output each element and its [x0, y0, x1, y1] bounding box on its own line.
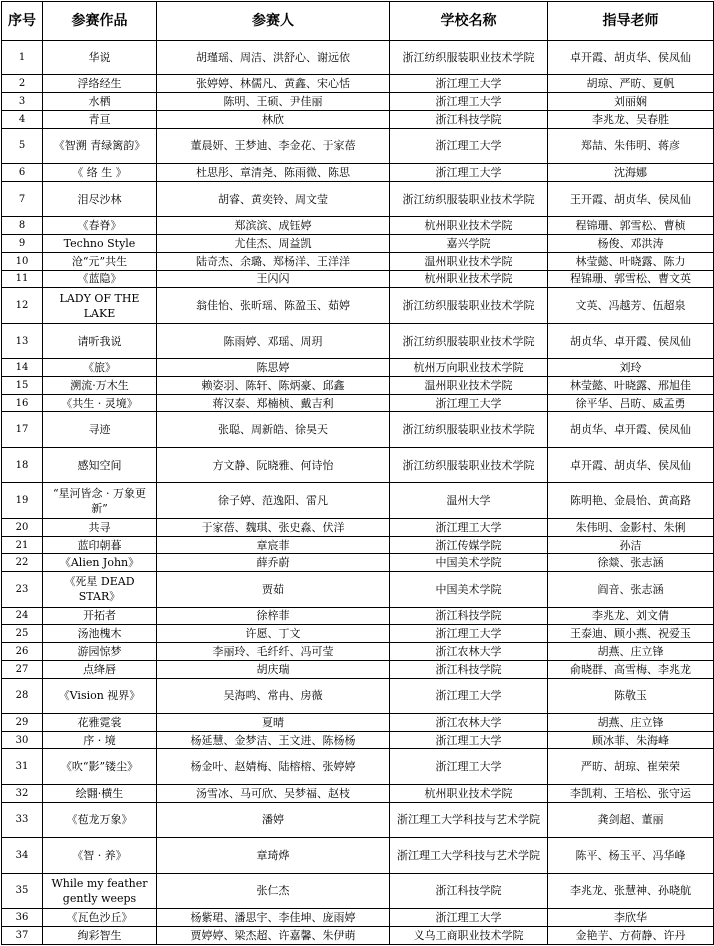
table-cell-participants: 胡庆瑞 [157, 660, 390, 678]
table-cell-participants: 杨延慧、金梦洁、王文进、陈杨杨 [157, 731, 390, 749]
table-cell-school: 浙江理工大学 [390, 678, 548, 713]
table-cell-index: 36 [2, 909, 43, 927]
table-cell-work: 绚彩智生 [43, 926, 157, 944]
table-cell-school: 浙江纺织服装职业技术学院 [390, 288, 548, 323]
table-cell-work: 溯流·万木生 [43, 376, 157, 394]
table-row [2, 181, 714, 216]
table-row [2, 483, 714, 518]
table-cell-index: 31 [2, 749, 43, 784]
table-cell-advisors: 严昉、胡琼、崔荣荣 [548, 749, 714, 784]
table-cell-school: 浙江理工大学科技与艺术学院 [390, 802, 548, 837]
table-row [2, 359, 714, 377]
table-cell-index: 37 [2, 926, 43, 944]
table-cell-index: 11 [2, 270, 43, 288]
table-cell-school: 浙江理工大学 [390, 128, 548, 163]
table-row [2, 128, 714, 163]
table-cell-work: 《旅》 [43, 359, 157, 377]
table-cell-advisors: 李兆龙、吴春胜 [548, 110, 714, 128]
table-row [2, 660, 714, 678]
table-cell-index: 4 [2, 110, 43, 128]
table-cell-index: 24 [2, 607, 43, 625]
table-cell-school: 浙江理工大学 [390, 394, 548, 412]
table-cell-advisors: 胡贞华、卓开霞、侯凤仙 [548, 412, 714, 447]
table-cell-school: 杭州职业技术学院 [390, 217, 548, 235]
table-row [2, 412, 714, 447]
table-cell-participants: 胡睿、黄奕铃、周文莹 [157, 181, 390, 216]
table-cell-school: 浙江纺织服装职业技术学院 [390, 41, 548, 75]
table-cell-work: While my feather gently weeps [43, 873, 157, 908]
table-cell-advisors: 李欣华 [548, 909, 714, 927]
table-row [2, 625, 714, 643]
table-cell-advisors: 胡琼、严昉、夏帆 [548, 75, 714, 93]
table-cell-advisors: 顾冰菲、朱海峰 [548, 731, 714, 749]
table-cell-advisors: 王开霞、胡贞华、侯凤仙 [548, 181, 714, 216]
table-cell-participants: 胡瑾瑶、周洁、洪舒心、谢远依 [157, 41, 390, 75]
table-cell-work: 《Alien John》 [43, 554, 157, 572]
table-cell-advisors: 金艳芋、方荷静、许丹 [548, 926, 714, 944]
table-cell-school: 浙江科技学院 [390, 660, 548, 678]
table-row [2, 217, 714, 235]
table-row [2, 714, 714, 732]
table-row [2, 110, 714, 128]
table-cell-work: 《死星 DEAD STAR》 [43, 572, 157, 607]
table-cell-work: 泪尽沙林 [43, 181, 157, 216]
table-cell-work: LADY OF THE LAKE [43, 288, 157, 323]
table-cell-participants: 汤雪冰、马可欣、吴梦福、赵枝 [157, 784, 390, 802]
table-cell-work: 绘翾·横生 [43, 784, 157, 802]
table-cell-advisors: 徐平华、吕昉、威孟勇 [548, 394, 714, 412]
table-cell-school: 杭州职业技术学院 [390, 270, 548, 288]
table-cell-school: 杭州万向职业技术学院 [390, 359, 548, 377]
table-cell-work: 《智溯 青绿篱韵》 [43, 128, 157, 163]
table-cell-work: 《瓦色沙丘》 [43, 909, 157, 927]
table-cell-school: 浙江科技学院 [390, 873, 548, 908]
table-row [2, 93, 714, 111]
table-cell-participants: 方文静、阮晓雅、何诗怡 [157, 447, 390, 482]
table-row [2, 784, 714, 802]
table-cell-work: 感知空间 [43, 447, 157, 482]
table-cell-participants: 章琦烨 [157, 838, 390, 873]
table-cell-participants: 王闪闪 [157, 270, 390, 288]
table-cell-school: 浙江科技学院 [390, 110, 548, 128]
table-cell-work: 水栖 [43, 93, 157, 111]
table-cell-advisors: 陈平、杨玉平、冯华峰 [548, 838, 714, 873]
table-cell-index: 3 [2, 93, 43, 111]
table-cell-work: 寻迹 [43, 412, 157, 447]
table-cell-school: 浙江纺织服装职业技术学院 [390, 323, 548, 358]
table-cell-advisors: 刘玲 [548, 359, 714, 377]
table-row [2, 643, 714, 661]
table-cell-advisors: 卓开霞、胡贞华、侯凤仙 [548, 447, 714, 482]
table-cell-index: 1 [2, 41, 43, 75]
table-cell-index: 21 [2, 536, 43, 554]
table-cell-school: 温州职业技术学院 [390, 376, 548, 394]
header-participants: 参赛人 [157, 2, 390, 41]
table-row [2, 926, 714, 944]
table-cell-index: 6 [2, 164, 43, 182]
table-cell-school: 中国美术学院 [390, 554, 548, 572]
table-cell-school: 嘉兴学院 [390, 235, 548, 253]
table-cell-participants: 翁佳怡、张昕瑶、陈盈玉、茹婷 [157, 288, 390, 323]
table-row [2, 572, 714, 607]
header-school: 学校名称 [390, 2, 548, 41]
header-index: 序号 [2, 2, 43, 41]
table-cell-index: 19 [2, 483, 43, 518]
table-cell-index: 20 [2, 518, 43, 536]
table-cell-index: 12 [2, 288, 43, 323]
table-cell-index: 10 [2, 252, 43, 270]
table-row [2, 164, 714, 182]
table-cell-work: 开拓者 [43, 607, 157, 625]
table-cell-index: 2 [2, 75, 43, 93]
table-cell-school: 浙江理工大学 [390, 93, 548, 111]
table-cell-index: 28 [2, 678, 43, 713]
table-cell-participants: 蒋汉泰、郑楠桢、戴吉利 [157, 394, 390, 412]
table-cell-work: 点绛唇 [43, 660, 157, 678]
table-cell-participants: 赖姿羽、陈轩、陈炳豪、邱鑫 [157, 376, 390, 394]
table-cell-work: 《吹“影”镂尘》 [43, 749, 157, 784]
table-cell-advisors: 程锦珊、郭雪松、曹桢 [548, 217, 714, 235]
table-cell-advisors: 徐燚、张志涵 [548, 554, 714, 572]
table-cell-advisors: 朱伟明、金影村、朱俐 [548, 518, 714, 536]
table-cell-work: 序 · 境 [43, 731, 157, 749]
table-cell-participants: 薛乔蔚 [157, 554, 390, 572]
table-row [2, 447, 714, 482]
table-cell-school: 浙江理工大学 [390, 75, 548, 93]
table-row [2, 235, 714, 253]
table-cell-index: 18 [2, 447, 43, 482]
table-cell-index: 5 [2, 128, 43, 163]
table-cell-advisors: 胡燕、庄立锋 [548, 714, 714, 732]
table-cell-advisors: 沈海娜 [548, 164, 714, 182]
table-cell-advisors: 李兆龙、刘文倩 [548, 607, 714, 625]
table-cell-participants: 陈思婷 [157, 359, 390, 377]
table-cell-index: 23 [2, 572, 43, 607]
table-cell-advisors: 程锦珊、郭雪松、曹文英 [548, 270, 714, 288]
table-cell-participants: 陆奇杰、余璐、郑杨洋、王洋洋 [157, 252, 390, 270]
table-row [2, 607, 714, 625]
table-cell-work: 游园惊梦 [43, 643, 157, 661]
table-cell-work: Techno Style [43, 235, 157, 253]
table-cell-advisors: 李凯莉、王培松、张守运 [548, 784, 714, 802]
table-cell-advisors: 林莹懿、叶晓露、邢旭佳 [548, 376, 714, 394]
table-cell-index: 32 [2, 784, 43, 802]
table-cell-index: 30 [2, 731, 43, 749]
table-cell-index: 33 [2, 802, 43, 837]
table-row [2, 749, 714, 784]
table-cell-work: 华说 [43, 41, 157, 75]
table-cell-index: 8 [2, 217, 43, 235]
table-row [2, 838, 714, 873]
table-cell-school: 浙江农林大学 [390, 643, 548, 661]
table-cell-participants: 郑滨滨、成钰婷 [157, 217, 390, 235]
table-cell-participants: 张婷婷、林儒凡、黄鑫、宋心恬 [157, 75, 390, 93]
table-cell-school: 浙江理工大学 [390, 731, 548, 749]
table-cell-participants: 夏晴 [157, 714, 390, 732]
table-cell-index: 22 [2, 554, 43, 572]
table-cell-advisors: 俞晓群、高雪梅、李兆龙 [548, 660, 714, 678]
table-cell-work: 花雅霓裳 [43, 714, 157, 732]
table-cell-index: 14 [2, 359, 43, 377]
table-cell-participants: 章宸菲 [157, 536, 390, 554]
table-cell-work: 《 络 生 》 [43, 164, 157, 182]
table-row [2, 288, 714, 323]
table-cell-school: 浙江理工大学科技与艺术学院 [390, 838, 548, 873]
table-row [2, 802, 714, 837]
table-cell-participants: 张仁杰 [157, 873, 390, 908]
table-cell-advisors: 林莹懿、叶晓露、陈力 [548, 252, 714, 270]
table-cell-participants: 杨紫珺、潘思宇、李佳坤、庞雨婷 [157, 909, 390, 927]
table-cell-index: 13 [2, 323, 43, 358]
table-cell-advisors: 胡燕、庄立锋 [548, 643, 714, 661]
table-row [2, 394, 714, 412]
table-cell-advisors: 刘丽娴 [548, 93, 714, 111]
table-cell-school: 浙江理工大学 [390, 164, 548, 182]
table-cell-participants: 林欣 [157, 110, 390, 128]
table-cell-work: “星河皆念 · 万象更新” [43, 483, 157, 518]
table-cell-advisors: 胡贞华、卓开霞、侯凤仙 [548, 323, 714, 358]
table-cell-school: 浙江理工大学 [390, 749, 548, 784]
table-cell-participants: 许愿、丁文 [157, 625, 390, 643]
table-cell-work: 《春脊》 [43, 217, 157, 235]
table-cell-participants: 潘婷 [157, 802, 390, 837]
table-cell-participants: 徐梓菲 [157, 607, 390, 625]
table-cell-work: 《苞龙万象》 [43, 802, 157, 837]
award-table [1, 1, 714, 945]
table-row [2, 536, 714, 554]
table-cell-participants: 陈雨婷、邓瑶、周玥 [157, 323, 390, 358]
header-advisors: 指导老师 [548, 2, 714, 41]
table-cell-advisors: 王泰迪、顾小燕、祝爱玉 [548, 625, 714, 643]
table-row [2, 518, 714, 536]
table-row [2, 678, 714, 713]
table-row [2, 376, 714, 394]
table-cell-school: 浙江纺织服装职业技术学院 [390, 181, 548, 216]
table-cell-school: 杭州职业技术学院 [390, 784, 548, 802]
table-cell-index: 26 [2, 643, 43, 661]
table-cell-school: 浙江传媒学院 [390, 536, 548, 554]
table-cell-participants: 陈明、王硕、尹佳丽 [157, 93, 390, 111]
table-cell-advisors: 杨俊、邓洪涛 [548, 235, 714, 253]
table-cell-participants: 徐子婷、范逸阳、雷凡 [157, 483, 390, 518]
table-row [2, 75, 714, 93]
table-cell-index: 17 [2, 412, 43, 447]
table-cell-school: 中国美术学院 [390, 572, 548, 607]
table-cell-advisors: 李兆龙、张慧神、孙晓航 [548, 873, 714, 908]
table-cell-index: 9 [2, 235, 43, 253]
table-row [2, 909, 714, 927]
table-cell-school: 温州职业技术学院 [390, 252, 548, 270]
table-cell-participants: 尤佳杰、周益凯 [157, 235, 390, 253]
table-cell-participants: 吴海鸣、常冉、房薇 [157, 678, 390, 713]
table-cell-work: 青亘 [43, 110, 157, 128]
table-cell-work: 汤池槐木 [43, 625, 157, 643]
table-cell-advisors: 卓开霞、胡贞华、侯凤仙 [548, 41, 714, 75]
table-cell-index: 7 [2, 181, 43, 216]
table-cell-work: 《Vision 视界》 [43, 678, 157, 713]
table-cell-work: 请听我说 [43, 323, 157, 358]
table-cell-school: 浙江纺织服装职业技术学院 [390, 412, 548, 447]
table-row [2, 554, 714, 572]
table-cell-index: 35 [2, 873, 43, 908]
table-cell-index: 15 [2, 376, 43, 394]
table-cell-school: 浙江理工大学 [390, 909, 548, 927]
header-work: 参赛作品 [43, 2, 157, 41]
table-cell-participants: 杜思彤、章清尧、陈雨微、陈思 [157, 164, 390, 182]
table-row [2, 252, 714, 270]
table-cell-index: 29 [2, 714, 43, 732]
table-cell-advisors: 文英、冯越芳、伍超泉 [548, 288, 714, 323]
table-cell-participants: 张聪、周新皓、徐昊天 [157, 412, 390, 447]
table-cell-advisors: 阎音、张志涵 [548, 572, 714, 607]
table-cell-participants: 李丽玲、毛纤纤、冯可莹 [157, 643, 390, 661]
table-row [2, 323, 714, 358]
table-row [2, 731, 714, 749]
table-cell-school: 温州大学 [390, 483, 548, 518]
table-row [2, 270, 714, 288]
table-cell-work: 《蓝隐》 [43, 270, 157, 288]
table-cell-advisors: 陈明艳、金晨怡、黄高路 [548, 483, 714, 518]
table-cell-school: 浙江农林大学 [390, 714, 548, 732]
table-cell-school: 浙江理工大学 [390, 518, 548, 536]
table-cell-school: 浙江科技学院 [390, 607, 548, 625]
table-cell-index: 27 [2, 660, 43, 678]
table-cell-index: 16 [2, 394, 43, 412]
table-cell-participants: 贾婷婷、梁杰超、许嘉馨、朱伊萌 [157, 926, 390, 944]
table-cell-participants: 董晨妍、王梦迪、李金花、于家蓓 [157, 128, 390, 163]
table-cell-work: 《智 · 养》 [43, 838, 157, 873]
table-row [2, 41, 714, 75]
header-row [2, 2, 714, 41]
table-cell-index: 34 [2, 838, 43, 873]
table-cell-advisors: 陈敬玉 [548, 678, 714, 713]
table-cell-participants: 贾茹 [157, 572, 390, 607]
table-cell-work: 共寻 [43, 518, 157, 536]
table-cell-advisors: 孙洁 [548, 536, 714, 554]
table-cell-work: 《共生 · 灵境》 [43, 394, 157, 412]
table-cell-work: 沧“元”共生 [43, 252, 157, 270]
table-cell-school: 浙江纺织服装职业技术学院 [390, 447, 548, 482]
table-cell-work: 蓝印朝暮 [43, 536, 157, 554]
table-cell-advisors: 郑喆、朱伟明、蒋彦 [548, 128, 714, 163]
table-cell-school: 义乌工商职业技术学院 [390, 926, 548, 944]
table-cell-advisors: 龚剑超、董丽 [548, 802, 714, 837]
table-cell-work: 浮络经生 [43, 75, 157, 93]
table-cell-participants: 杨金叶、赵婧梅、陆榕榕、张婷婷 [157, 749, 390, 784]
table-row [2, 873, 714, 908]
table-cell-participants: 于家蓓、魏琪、张史淼、伏洋 [157, 518, 390, 536]
table-cell-school: 浙江理工大学 [390, 625, 548, 643]
table-cell-index: 25 [2, 625, 43, 643]
